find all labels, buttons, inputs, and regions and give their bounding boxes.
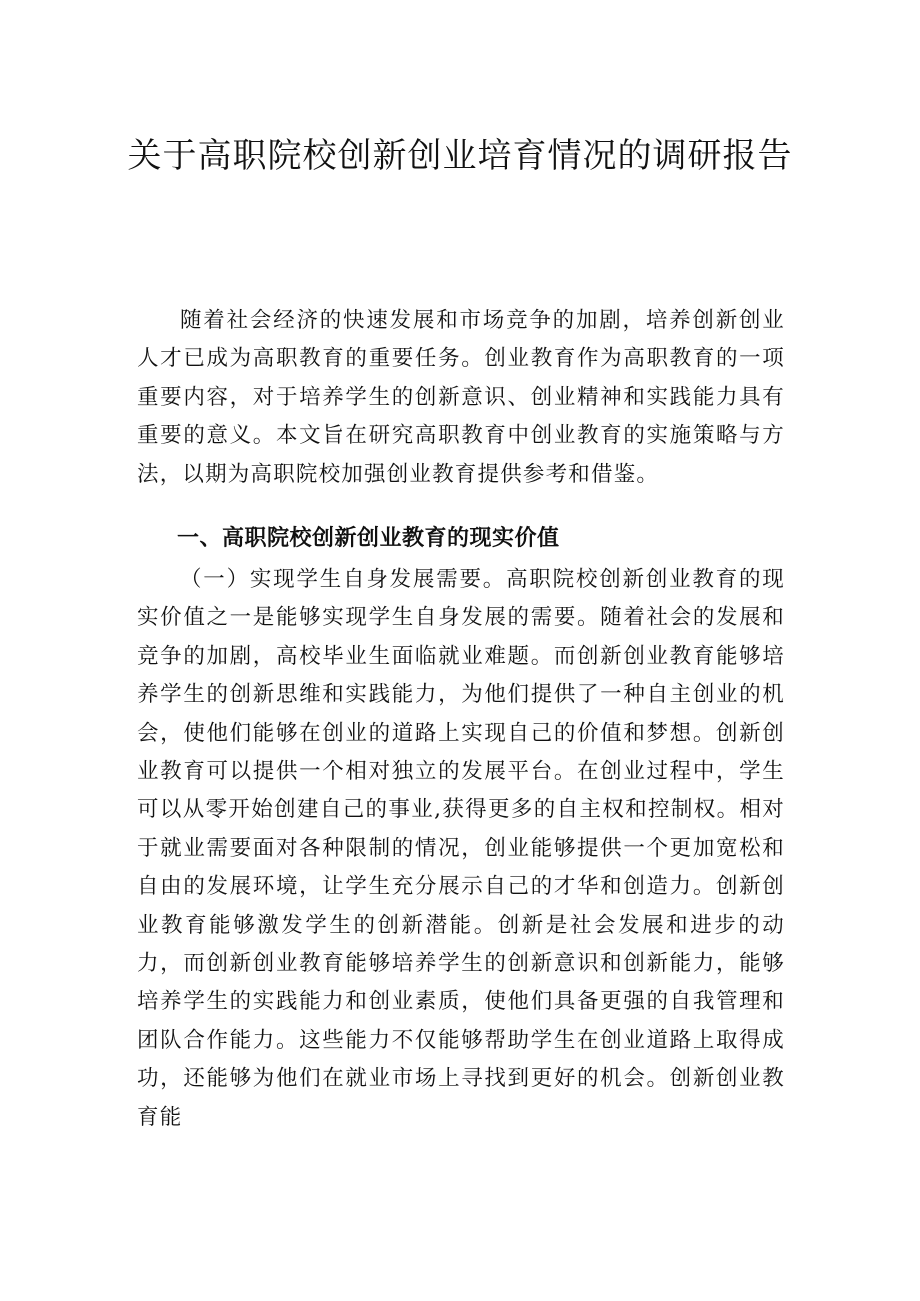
section-heading: 一、高职院校创新创业教育的现实价值 <box>177 526 560 551</box>
intro-paragraph: 随着社会经济的快速发展和市场竞争的加剧，培养创新创业人才已成为高职教育的重要任务。创业教育作为高职教育的一项重要内容，对于培养学生的创新意识、创业精神和实践能力具有重要的意义。本文旨在研究高职教育中创业教育的实施策略与方法，以期为高职院校加强创业教育提供参考和借鉴。 <box>137 308 785 487</box>
document-title: 关于高职院校创新创业培育情况的调研报告 <box>127 136 793 176</box>
section-paragraph: （一）实现学生自身发展需要。高职院校创新创业教育的现实价值之一是能够实现学生自身发展的需要。随着社会的发展和竞争的加剧，高校毕业生面临就业难题。而创新创业教育能够培养学生的创新思维和实践能力，为他们提供了一种自主创业的机会，使他们能够在创业的道路上实现自己的价值和梦想。创新创业教育可以提供一个相对独立的发展平台。在创业过程中，学生可以从零开始创建自己的事业,获得更多的自主权和控制权。相对于就业需要面对各种限制的情况，创业能够提供一个更加宽松和自由的发展环境，让学生充分展示自己的才华和创造力。创新创业教育能够激发学生的创新潜能。创新是社会发展和进步的动力，而创新创业教育能够培养学生的创新意识和创新能力，能够培养学生的实践能力和创业素质，使他们具备更强的自我管理和团队合作能力。这些能力不仅能够帮助学生在创业道路上取得成功，还能够为他们在就业市场上寻找到更好的机会。创新创业教育能 <box>137 567 785 1130</box>
